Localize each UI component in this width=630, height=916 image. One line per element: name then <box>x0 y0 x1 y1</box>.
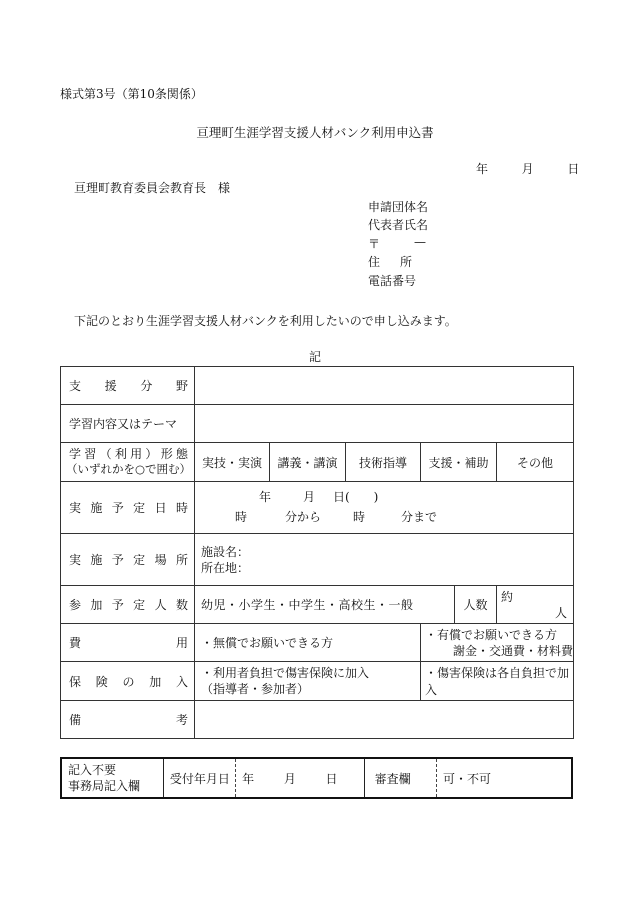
review-label: 審査欄 <box>364 758 436 798</box>
label-char: 時 <box>175 501 188 515</box>
format-option-3[interactable]: 技術指導 <box>346 443 421 482</box>
participant-count-label: 人数 <box>455 586 497 624</box>
remarks-input[interactable] <box>195 701 574 739</box>
format-label <box>69 447 188 462</box>
label-char: 数 <box>175 598 188 612</box>
label-char: 定 <box>133 501 146 515</box>
label-char: 実 <box>69 501 82 515</box>
label-char: 予 <box>111 598 124 612</box>
page-title: 亘理町生涯学習支援人材バンク利用申込書 <box>196 125 434 140</box>
label-char: （ <box>99 447 112 461</box>
schedule-label-cell <box>61 482 195 534</box>
office-note-2: 事務局記入欄 <box>68 779 141 793</box>
label-char: 支 <box>69 379 82 393</box>
received-year: 年 <box>242 771 255 786</box>
label-char: 加 <box>90 598 103 612</box>
row-format <box>61 443 574 482</box>
schedule-month: 月 <box>303 489 316 504</box>
insurance-option-1-text: ・利用者負担で傷害保険に加入 <box>201 666 370 680</box>
label-char: 日 <box>154 501 167 515</box>
remarks-label-cell <box>61 701 195 739</box>
cost-label-b: 用 <box>175 636 188 650</box>
received-date-field[interactable] <box>236 758 365 798</box>
label-char: 援 <box>104 379 117 393</box>
cost-label-a: 費 <box>69 636 82 650</box>
label-char: 習 <box>84 447 97 461</box>
place-label-cell <box>61 534 195 586</box>
office-note-1: 記入不要 <box>68 763 117 777</box>
row-content <box>61 405 574 443</box>
schedule-year: 年 <box>259 489 272 504</box>
format-note: （いずれかを○で囲む） <box>66 462 192 476</box>
applicant-org-label: 申請団体名 <box>368 200 429 214</box>
review-result[interactable]: 可・不可 <box>436 758 572 798</box>
label-char: 実 <box>69 553 82 567</box>
label-char: 分 <box>140 379 153 393</box>
schedule-min-start: 分から <box>285 509 322 524</box>
label-char: 利 <box>114 447 127 461</box>
date-day: 日 <box>567 162 580 176</box>
participant-types-text: 幼児・小学生・中学生・高校生・一般 <box>201 598 414 612</box>
label-char: ） <box>145 447 158 461</box>
label-char: 所 <box>175 553 188 567</box>
format-option-4[interactable]: 支援・補助 <box>421 443 497 482</box>
office-use-box <box>60 757 573 799</box>
field-input[interactable] <box>195 367 574 405</box>
label-char: 険 <box>95 674 108 689</box>
field-label <box>69 377 188 394</box>
label-char: 野 <box>175 379 188 393</box>
label-char: 学 <box>69 447 82 461</box>
cost-free-text: ・無償でお願いできる方 <box>201 636 334 650</box>
participants-label-cell <box>61 586 195 624</box>
remarks-label-b: 考 <box>175 713 188 727</box>
label-char: の <box>122 674 135 689</box>
person-unit: 人 <box>555 606 568 620</box>
label-char: 形 <box>160 447 173 461</box>
address-label-b: 所 <box>400 255 413 269</box>
insurance-option-1-note: （指導者・参加者） <box>201 682 310 696</box>
cost-paid-option[interactable] <box>421 624 574 662</box>
row-remarks <box>61 701 574 739</box>
label-char: 施 <box>90 553 103 567</box>
participants-label <box>69 596 188 613</box>
address-label-a: 住 <box>368 255 381 269</box>
row-field <box>61 367 574 405</box>
content-input[interactable] <box>195 405 574 443</box>
received-day: 日 <box>325 771 338 786</box>
label-char: 入 <box>175 674 188 689</box>
participant-types[interactable] <box>195 586 455 624</box>
intro-text: 下記のとおり生涯学習支援人材バンクを利用したいので申し込みます。 <box>74 314 457 328</box>
applicant-rep-label: 代表者氏名 <box>368 218 429 232</box>
approx-label: 約 <box>501 590 514 604</box>
format-option-5[interactable]: その他 <box>497 443 574 482</box>
place-input[interactable] <box>195 534 574 586</box>
cost-free-option[interactable] <box>195 624 421 662</box>
format-option-1[interactable]: 実技・実演 <box>195 443 270 482</box>
label-char: 予 <box>111 553 124 567</box>
label-char: 保 <box>69 674 82 689</box>
postal-mark: 〒 <box>368 237 381 251</box>
insurance-option-2[interactable] <box>421 662 574 701</box>
label-char: 定 <box>133 553 146 567</box>
label-char: 参 <box>69 598 82 612</box>
content-label: 学習内容又はテーマ <box>69 417 178 431</box>
form-number: 様式第3号（第10条関係） <box>60 87 203 101</box>
schedule-hour-end: 時 <box>353 509 366 524</box>
cost-paid-detail: 謝金・交通費・材料費 <box>453 643 574 658</box>
office-row <box>61 758 572 798</box>
insurance-option-1[interactable] <box>195 662 421 701</box>
phone-label: 電話番号 <box>368 274 417 288</box>
location-label: 所在地： <box>201 560 250 575</box>
schedule-input[interactable] <box>195 482 574 534</box>
postal-dash: — <box>414 235 426 249</box>
cost-label <box>69 634 188 651</box>
ki-label: 記 <box>308 350 321 364</box>
label-char: 人 <box>154 598 167 612</box>
office-note-cell <box>61 758 163 798</box>
received-month: 月 <box>283 771 296 786</box>
schedule-day: 日( ) <box>333 489 379 504</box>
label-char: 場 <box>154 553 167 567</box>
schedule-label <box>69 499 188 516</box>
application-table <box>60 366 574 739</box>
received-date-label: 受付年月日 <box>169 771 230 786</box>
insurance-label <box>69 673 188 690</box>
format-option-2[interactable]: 講義・講演 <box>270 443 346 482</box>
row-insurance <box>61 662 574 701</box>
place-label <box>69 551 188 568</box>
row-participants <box>61 586 574 624</box>
label-char: 加 <box>149 674 162 689</box>
label-char: 定 <box>133 598 146 612</box>
facility-label: 施設名： <box>201 544 250 559</box>
content-label-cell <box>61 405 195 443</box>
schedule-hour-start: 時 <box>235 509 248 524</box>
insurance-option-2-text: ・傷害保険は各自負担で加入 <box>425 666 570 697</box>
remarks-label <box>69 711 188 728</box>
row-place <box>61 534 574 586</box>
label-char: 用 <box>130 447 143 461</box>
date-month: 月 <box>521 162 534 176</box>
date-line <box>476 160 579 177</box>
schedule-min-end: 分まで <box>401 509 438 524</box>
cost-label-cell <box>61 624 195 662</box>
insurance-label-cell <box>61 662 195 701</box>
format-label-cell <box>61 443 195 482</box>
label-char: 施 <box>90 501 103 515</box>
label-char: 態 <box>175 447 188 461</box>
cost-paid-text: ・有償でお願いできる方 <box>425 627 558 642</box>
label-char: 予 <box>111 501 124 515</box>
row-schedule <box>61 482 574 534</box>
remarks-label-a: 備 <box>69 713 82 727</box>
row-cost <box>61 624 574 662</box>
date-year: 年 <box>476 162 489 176</box>
participant-count-input[interactable] <box>497 586 574 624</box>
addressee: 亘理町教育委員会教育長 様 <box>74 181 231 195</box>
field-label-cell <box>61 367 195 405</box>
